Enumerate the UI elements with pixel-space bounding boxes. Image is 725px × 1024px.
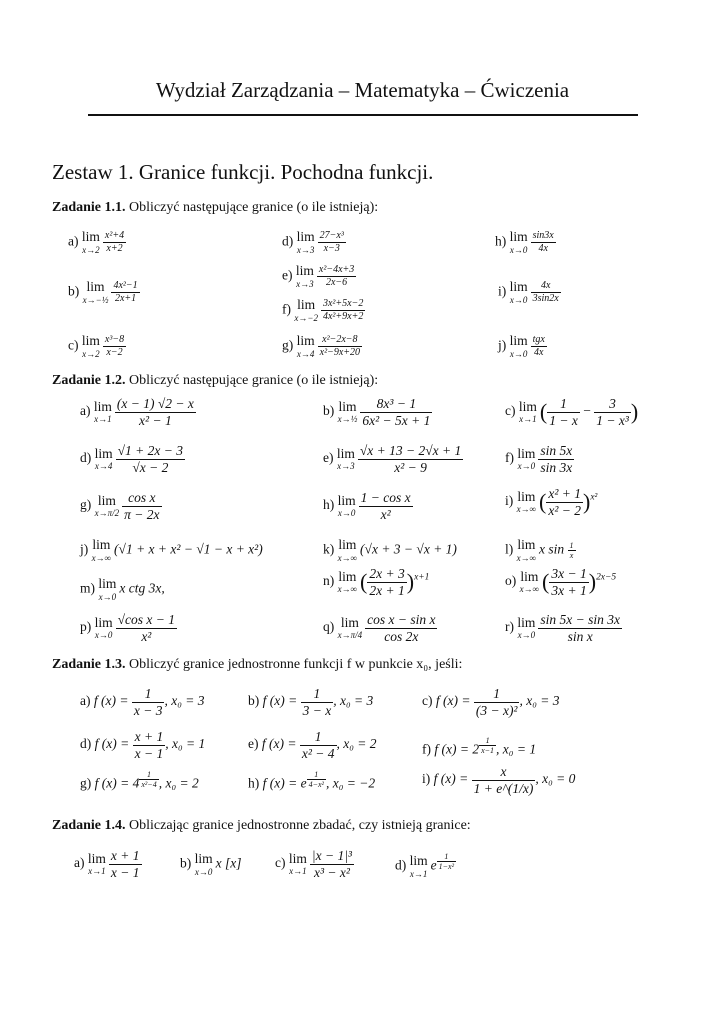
task-1-1-c: c) lim x→2 $\frac{\text{x³−8}}{x-2}$ xyxy=(68,333,125,359)
task-1-3-h: h) f (x) = e $^{\frac{1}{\text{4−x²}}}$ , x₀ = −2 xyxy=(248,770,376,791)
task-1-1-g: g) lim x→4 $\frac{\text{x²−2x−8}}{\text{x²−9x+20}}$ xyxy=(282,333,361,359)
task-1-2-h: h) lim x→0 $\frac{\text{1 − cos x}}{\text{x²}}$ xyxy=(323,490,411,522)
task-1-4-d: d) lim x→1 e $^{\frac{1}{\text{1−x²}}}$ xyxy=(395,852,454,879)
task-1-2-f: f) lim x→0 $\frac{\sin 5x}{\sin 3x}$ xyxy=(505,443,573,475)
task-1-3-f: f) f (x) = 2 $^{\frac{1}{x-1}}$ , x₀ = 1 xyxy=(422,736,537,757)
task-1-2-heading: Zadanie 1.2. Obliczyć następujące granice (o ile istnieją): xyxy=(52,373,379,388)
task-1-4-c: c) lim x→1 $\frac{\text{|x − 1|³}}{\text{x³ − x²}}$ xyxy=(275,848,352,880)
task-1-3-heading: Zadanie 1.3. Obliczyć granice jednostronne funkcji f w punkcie x₀, jeśli: xyxy=(52,657,463,672)
page-header: Wydział Zarządzania – Matematyka – Ćwiczenia xyxy=(155,78,570,102)
task-1-1-d: d) lim x→3 $\frac{\text{27−x³}}{x-3}$ xyxy=(282,229,344,255)
set-title: Zestaw 1. Granice funkcji. Pochodna funkcji. xyxy=(52,160,434,184)
task-1-2-e: e) lim x→3 $\frac{√x + 13 - 2√x + 1}{\text{x² − 9}}$ xyxy=(323,443,462,475)
header-rule xyxy=(88,114,638,116)
task-1-1-h: h) lim x→0 $\frac{\sin 3x}{4x}$ xyxy=(495,229,554,255)
task-1-3-b: b) f (x) = $\frac{1}{3 - x}$ , x₀ = 3 xyxy=(248,686,374,718)
task-1-4-heading: Zadanie 1.4. Obliczając granice jednostronne zbadać, czy istnieją granice: xyxy=(52,818,471,833)
task-1-2-l: l) lim x→∞ x sin $\frac{1}{x}$ xyxy=(505,537,574,563)
task-1-1-i: i) lim x→0 $\frac{4x}{3\sin 2x}$ xyxy=(498,279,559,305)
task-1-2-c: c) lim x→1 ( $\frac{1}{1 - x}$ − $\frac{3}{\text{1 − x³}}$ ) xyxy=(505,396,639,428)
task-1-2-n: n) lim x→∞ ( $\frac{2x + 3}{2x + 1}$ )$^{x+1}$ xyxy=(323,566,430,598)
task-1-1-f: f) lim x→−2 $\frac{\text{3x²+5x−2}}{\text{4x²+9x+2}}$ xyxy=(282,297,364,323)
task-1-4-a: a) lim x→1 $\frac{x + 1}{x - 1}$ xyxy=(74,848,140,880)
task-1-1-heading: Zadanie 1.1. Obliczyć następujące granice (o ile istnieją): xyxy=(52,200,379,215)
task-1-4-b: b) lim x→0 x [x] xyxy=(180,851,242,877)
task-1-1-j: j) lim x→0 $\frac{\text{tgx}}{4x}$ xyxy=(498,333,545,359)
task-1-2-m: m) lim x→0 x ctg 3x, xyxy=(80,576,165,602)
task-1-2-a: a) lim x→1 $\frac{(x - 1) √2 - x}{\text{x² − 1}}$ xyxy=(80,396,194,428)
task-1-2-k: k) lim x→∞ (√x + 3 − √x + 1) xyxy=(323,537,457,563)
task-1-2-b: b) lim x→½ $\frac{\text{8x³ − 1}}{\text{6x² − 5x + 1}}$ xyxy=(323,396,431,428)
task-1-3-c: c) f (x) = $\frac{1}{\text{(3 − x)²}}$ , x₀ = 3 xyxy=(422,686,560,718)
task-1-2-d: d) lim x→4 $\frac{√1 + 2x - 3}{√x - 2}$ xyxy=(80,443,184,475)
task-1-2-i: i) lim x→∞ ( $\frac{\text{x² + 1}}{\text{x² − 2}}$ )$^{x^2}$ xyxy=(505,486,598,518)
task-1-1-a: a) lim x→2 $\frac{\text{x²+4}}{x+2}$ xyxy=(68,229,125,255)
task-1-2-o: o) lim x→∞ ( $\frac{3x - 1}{3x + 1}$ )$^{2x-5}$ xyxy=(505,566,617,598)
task-1-2-p: p) lim x→0 $\frac{\text{√cos x − 1}}{\text{x²}}$ xyxy=(80,612,176,644)
task-1-3-d: d) f (x) = $\frac{x + 1}{x - 1}$ , x₀ = 1 xyxy=(80,729,206,761)
task-1-2-g: g) lim x→π/2 $\frac{\text{cos x}}{\pi - 2x}$ xyxy=(80,490,160,522)
task-1-2-r: r) lim x→0 $\frac{\sin 5x - \sin 3x}{\text{sin x}}$ xyxy=(505,612,620,644)
task-1-3-g: g) f (x) = 4 $^{\frac{1}{\text{x²−4}}}$ , x₀ = 2 xyxy=(80,770,199,791)
task-1-1-b: b) lim x→−½ $\frac{\text{4x²−1}}{2x+1}$ xyxy=(68,279,138,305)
task-1-1-e: e) lim x→3 $\frac{\text{x²−4x+3}}{2x-6}$ xyxy=(282,263,355,289)
task-1-3-a: a) f (x) = $\frac{1}{x - 3}$ , x₀ = 3 xyxy=(80,686,205,718)
task-1-3-e: e) f (x) = $\frac{1}{\text{x² − 4}}$ , x₀ = 2 xyxy=(248,729,377,761)
task-1-2-j: j) lim x→∞ (√1 + x + x² − √1 − x + x²) xyxy=(80,537,263,563)
task-1-2-q: q) lim x→π/4 $\frac{\text{cos x − sin x}}{\cos 2x}$ xyxy=(323,612,436,644)
task-1-3-i: i) f (x) = $\frac{x}{1 + e\^{}(1/x)}$ , x₀ = 0 xyxy=(422,764,576,796)
